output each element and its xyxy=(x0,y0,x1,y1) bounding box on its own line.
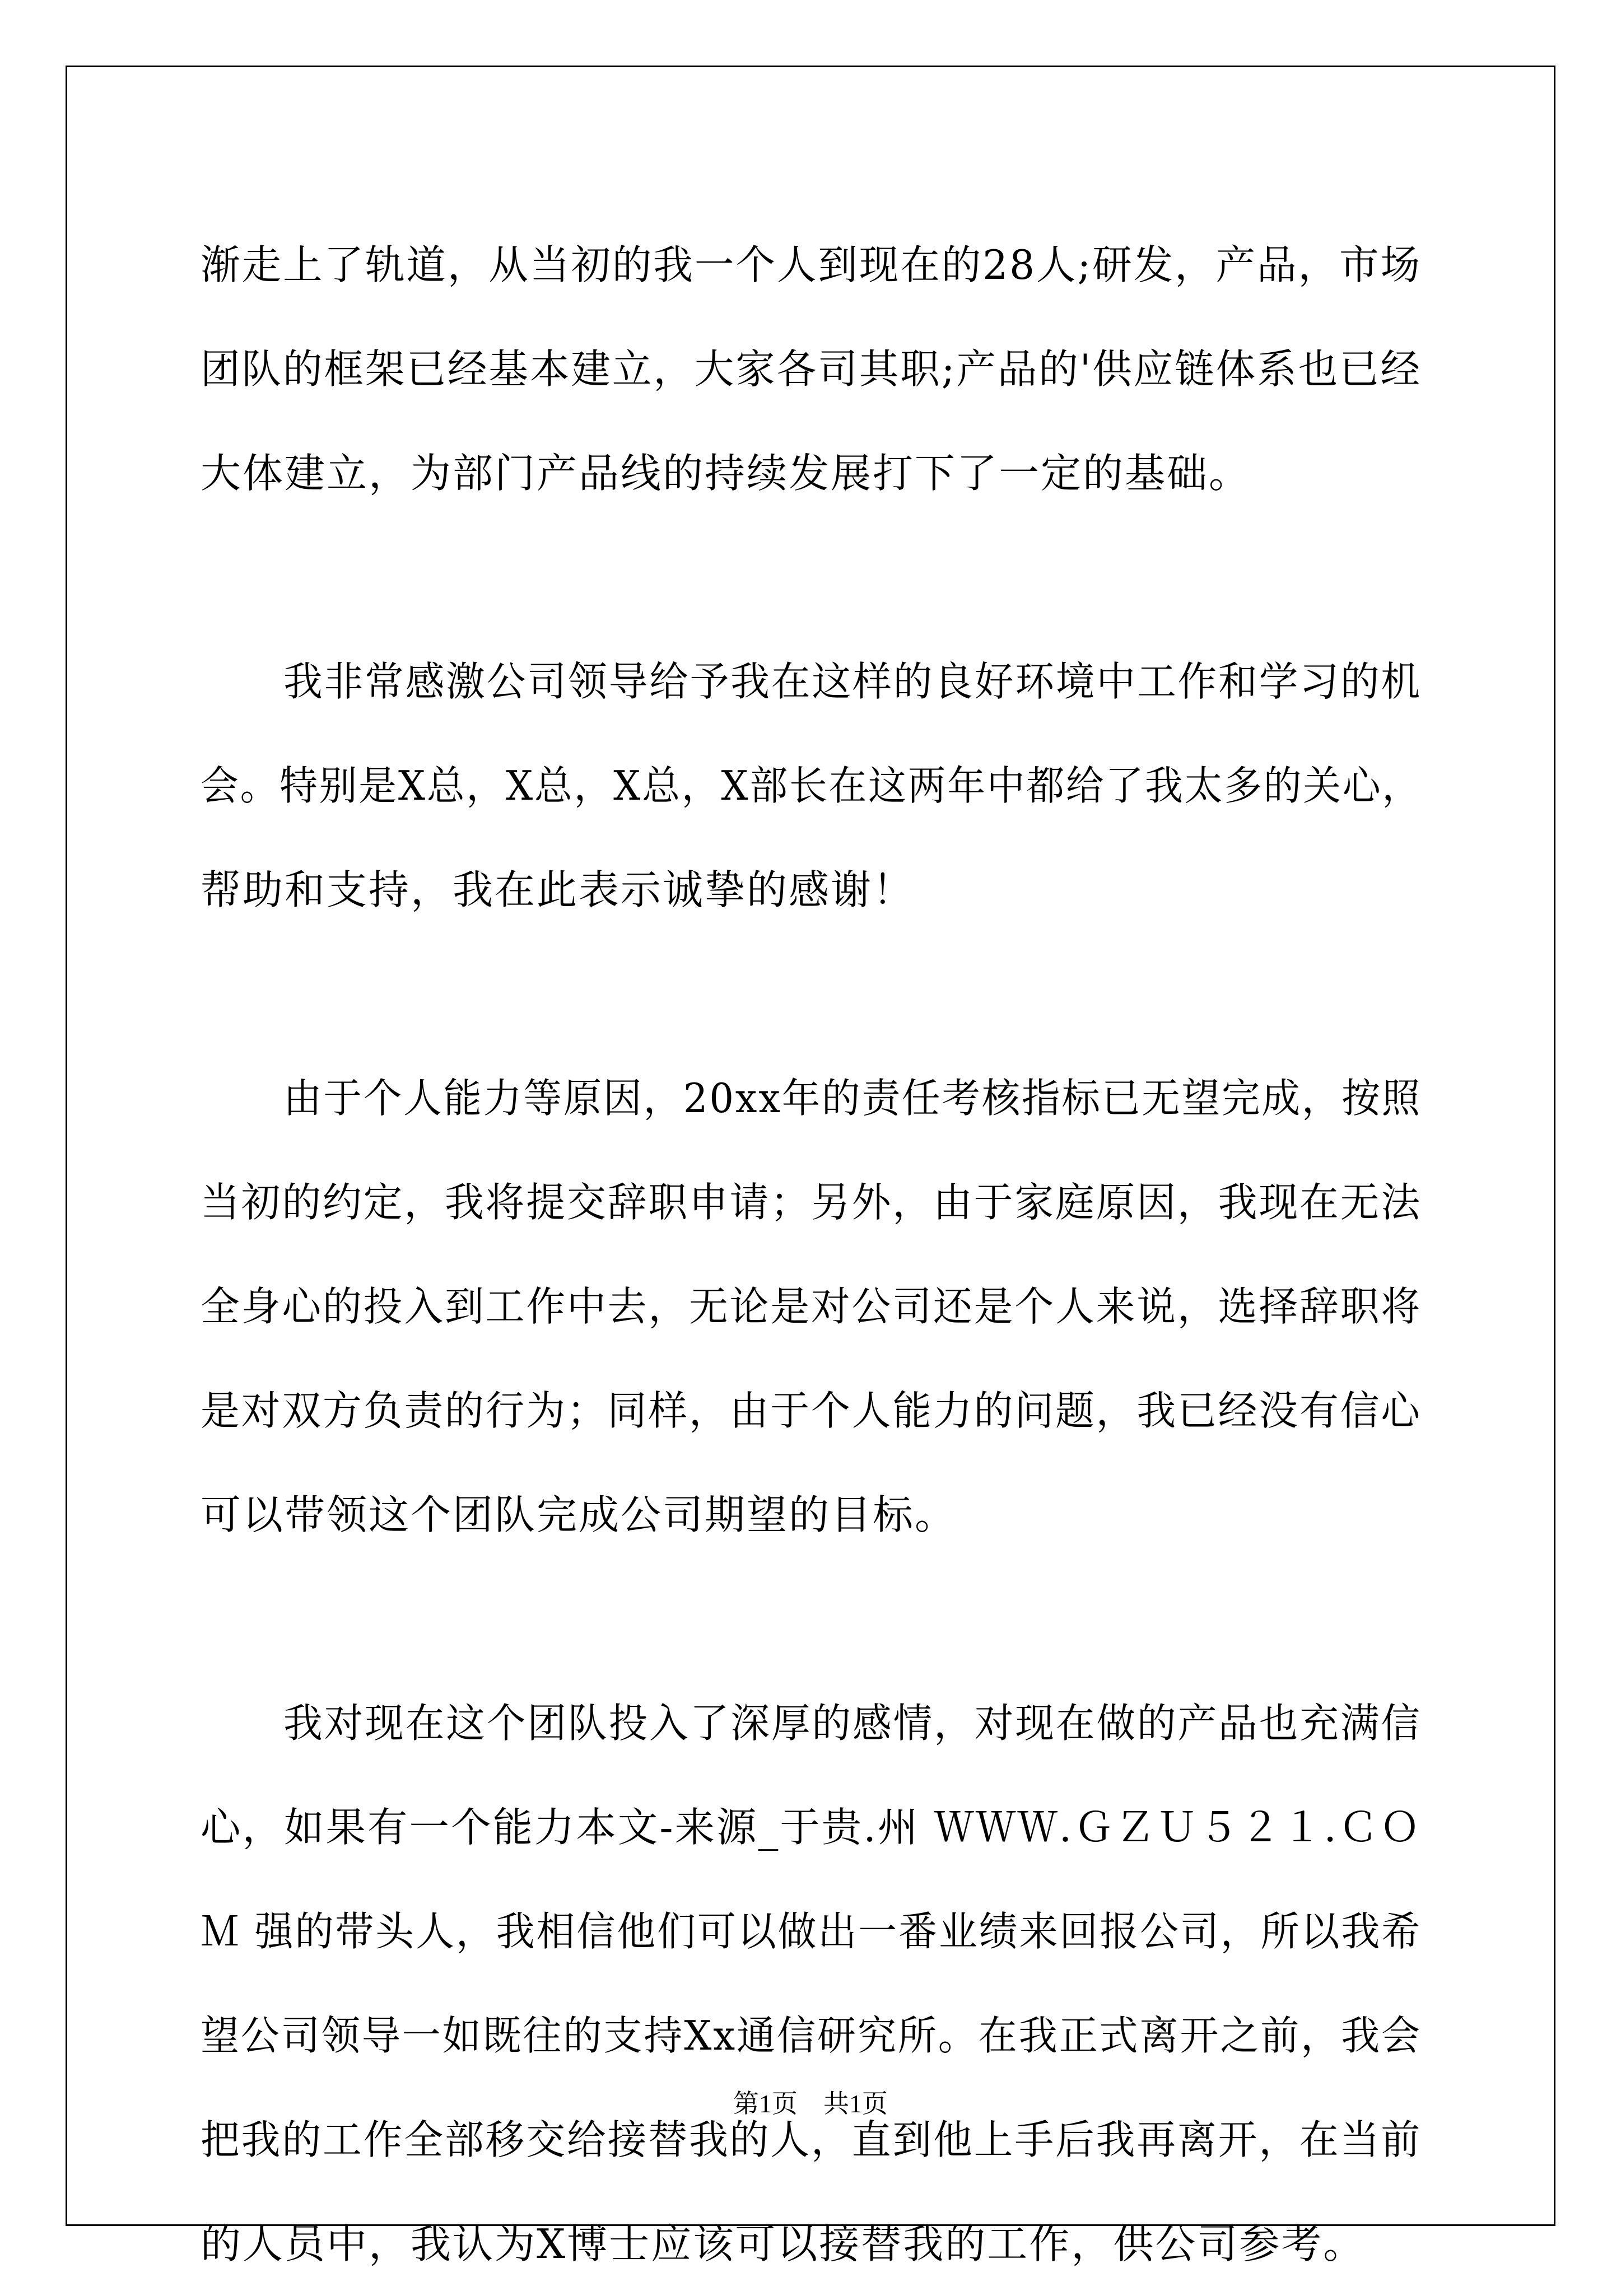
paragraph xyxy=(201,213,1422,525)
text-line xyxy=(201,629,1422,734)
text-line-content: 心，如果有一个能力本文-来源_于贵.州 ＷＷＷ.ＧＺＵ５２１.ＣＯ xyxy=(201,1804,1422,1851)
text-line xyxy=(201,734,1422,838)
text-line-content: 由于个人能力等原因，20xx年的责任考核指标已无望完成，按照 xyxy=(283,1075,1422,1122)
text-line xyxy=(201,1671,1422,1775)
text-line-content: 我对现在这个团队投入了深厚的感情，对现在做的产品也充满信 xyxy=(283,1700,1422,1747)
page-number-footer: 第1页 共1页 xyxy=(733,2089,888,2118)
paragraph-gap xyxy=(201,942,1422,1046)
text-line xyxy=(201,1775,1422,1879)
text-line-content: 全身心的投入到工作中去，无论是对公司还是个人来说，选择辞职将 xyxy=(201,1283,1422,1330)
text-line: 的人员中，我认为X博士应该可以接替我的工作，供公司参考。 xyxy=(201,2220,1366,2267)
paragraph xyxy=(201,629,1422,942)
paragraph-gap xyxy=(201,1567,1422,1671)
text-line-content: 当初的约定，我将提交辞职申请；另外，由于家庭原因，我现在无法 xyxy=(201,1179,1422,1226)
text-line: 大体建立，为部门产品线的持续发展打下了一定的基础。 xyxy=(201,450,1251,497)
text-line xyxy=(201,317,1422,421)
text-line: 帮助和支持，我在此表示诚挚的感谢！ xyxy=(201,866,915,913)
text-line xyxy=(201,1150,1422,1254)
paragraph-gap xyxy=(201,525,1422,629)
text-line xyxy=(201,1046,1422,1150)
text-line-content: 把我的工作全部移交给接替我的人，直到他上手后我再离开，在当前 xyxy=(201,2116,1422,2163)
text-line-content: 渐走上了轨道，从当初的我一个人到现在的28人;研发，产品，市场 xyxy=(201,241,1422,288)
text-line-content: 是对双方负责的行为；同样，由于个人能力的问题，我已经没有信心 xyxy=(201,1387,1422,1434)
text-line xyxy=(201,1359,1422,1463)
text-line: 可以带领这个团队完成公司期望的目标。 xyxy=(201,1491,957,1538)
text-line xyxy=(201,213,1422,317)
document-body xyxy=(201,213,1422,2296)
text-line-content: 望公司领导一如既往的支持Xx通信研究所。在我正式离开之前，我会 xyxy=(201,2012,1422,2059)
text-line-content: Ｍ 强的带头人，我相信他们可以做出一番业绩来回报公司，所以我希 xyxy=(201,1908,1422,1955)
paragraph xyxy=(201,1671,1422,2296)
text-line xyxy=(201,1879,1422,1984)
text-line xyxy=(201,1984,1422,2088)
paragraph xyxy=(201,1046,1422,1567)
text-line-content: 团队的框架已经基本建立，大家各司其职;产品的'供应链体系也已经 xyxy=(201,346,1422,393)
text-line xyxy=(201,1254,1422,1359)
text-line-content: 我非常感激公司领导给予我在这样的良好环境中工作和学习的机 xyxy=(283,658,1422,705)
text-line-content: 会。特别是X总，X总，X总，X部长在这两年中都给了我太多的关心， xyxy=(201,762,1422,809)
